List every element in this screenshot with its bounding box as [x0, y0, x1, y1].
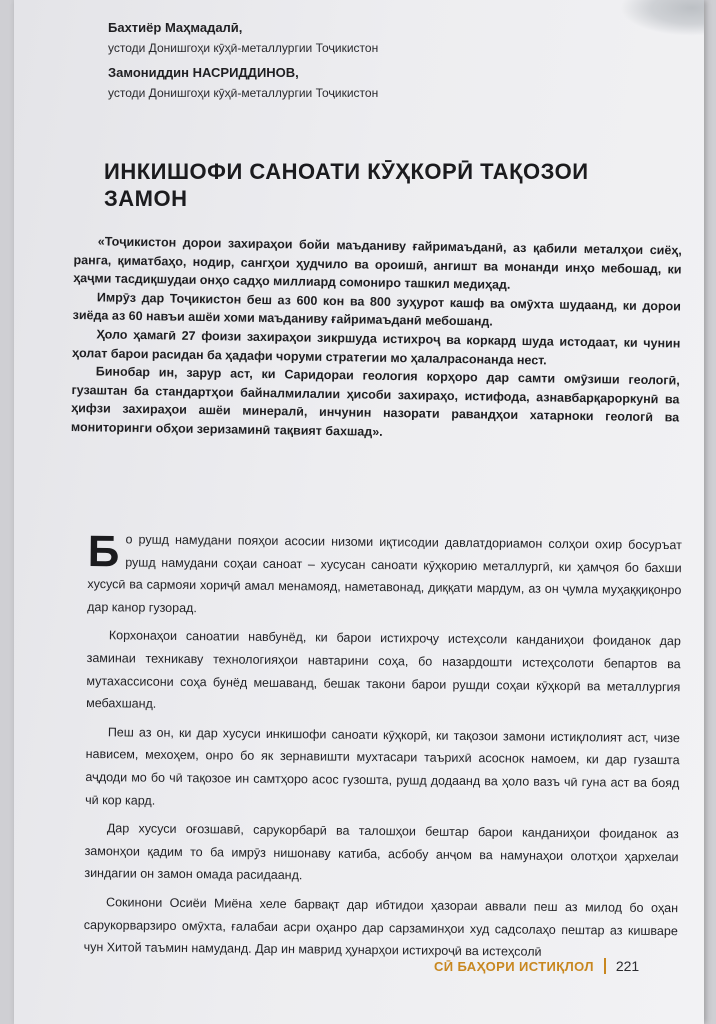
footer-divider	[604, 958, 606, 974]
quote-paragraph: Бинобар ин, зарур аст, ки Саридораи геология корҳоро дар самти омӯзиши геологӣ, гузаштан ба стандартҳои байналмилалии ҳисоби захираҳо, истифода, азнавбарқароркунӣ ва ҳифзи захираҳои ашёи минералӣ, инчунин назорати равандҳои хатарноки геологӣ ва мониторинги обҳои зеризаминӣ тақвият бахшад».	[70, 364, 680, 439]
running-title: СӢ БАҲОРИ ИСТИҚЛОЛ	[434, 958, 594, 974]
author-name: Бахтиёр Маҳмадалӣ,	[108, 20, 243, 35]
epigraph-quote	[71, 232, 682, 446]
body-paragraph	[87, 528, 682, 625]
author-2	[94, 65, 654, 100]
body-paragraph: Дар хусуси оғозшавӣ, сарукорбарӣ ва талошҳои бештар барои канданиҳои фоиданок аз замонҳои қадим то ба имрӯз нишонаву катиба, асбобу анҷом ва намунаҳои олотҳои ҳархелаи зиндагии он замон омада расидаанд.	[84, 821, 679, 883]
author-affiliation: устоди Донишгоҳи кӯҳӣ-металлургии Тоҷикистон	[108, 41, 379, 55]
body-paragraph: Корхонаҳои саноатии навбунёд, ки барои истихроҷу истеҳсоли канданиҳои фоиданок дар заминаи техникаву технологияҳои навтарини соҳа, бо назардошти истеҳсолоти бепартов ва мутахассисони соҳа бунёд мешаванд, бешак такони барои рушди соҳаи кӯҳкорӣ ва металлургия мебахшанд.	[86, 628, 681, 711]
first-paragraph-text: о рушд намудани пояҳои асосии низоми иқтисодии давлатдориамон солҳои охир босуръат рушд намудани соҳаи саноат – хусусан саноати кӯҳкорию металлургӣ, ки ҳамҷоя бо бахши хусусӣ ва сармояи хориҷӣ амал менамояд, наметавонад, диққати мардум, аз он ҷумла муҳаққиқонро дар канор гузорад.	[87, 532, 682, 615]
quote-paragraph: Имрӯз дар Тоҷикистон беш аз 600 кон ва 800 зуҳурот кашф ва омӯхта шудаанд, ки дорои зиёда аз 60 навъи ашёи хоми маъданиву ғайримаъданӣ мебошанд.	[72, 290, 682, 329]
author-name: Замониддин НАСРИДДИНОВ,	[108, 65, 299, 80]
drop-cap: Б	[87, 527, 120, 577]
author-1	[94, 20, 654, 55]
article-body	[83, 528, 682, 971]
quote-paragraph: «Тоҷикистон дорои захираҳои бойи маъданиву ғайримаъданӣ, аз қабили металҳои сиёҳ, ранга, қиматбаҳо, нодир, сангҳои ҳудчило ва ороишӣ, ангишт ва монанди инҳо мебошад, ки ҳаҷми тасдиқшудаи онҳо садҳо миллиард сомониро ташкил медиҳад.	[73, 234, 682, 293]
page-footer	[434, 958, 639, 974]
book-page	[14, 0, 704, 1024]
body-paragraph: Пеш аз он, ки дар хусуси инкишофи саноати кӯҳкорӣ, ки тақозои замони истиқлолият аст, чизе нависем, мехоҳем, онро бо як зернавишти мухтасари таърихӣ асоснок намоем, ки дар гузашта аҷдоди мо бо чӣ тақозое ин самтҳоро асос гузошта, рушд додаанд ва ҳоло вазъ чӣ гуна аст ва бояд чӣ кор кард.	[85, 724, 680, 808]
article-title: ИНКИШОФИ САНОАТИ КӮҲКОРӢ ТАҚОЗОИ ЗАМОН	[104, 159, 589, 211]
page-number: 221	[615, 958, 640, 974]
author-affiliation: устоди Донишгоҳи кӯҳӣ-металлургии Тоҷикистон	[108, 86, 379, 100]
author-block	[94, 20, 654, 110]
body-paragraph: Сокинони Осиёи Миёна хеле барвақт дар ибтидои ҳазораи аввали пеш аз милод бо оҳан сарукорварзиро омӯхта, ғалабаи асри оҳанро дар сарзаминҳои худ садсолаҳо пештар аз кишваре чун Хитой таъмин намуданд. Дар ин маврид ҳунарҳои истихроҷӣ ва истеҳсолӣ	[83, 895, 679, 959]
quote-paragraph: Ҳоло ҳамагӣ 27 фоизи захираҳои зикршуда истихроҷ ва коркард шуда истодаат, ки чунин ҳолат барои расидан ба ҳадафи чоруми стратегии мо ҳалалрасонанда нест.	[71, 327, 681, 368]
